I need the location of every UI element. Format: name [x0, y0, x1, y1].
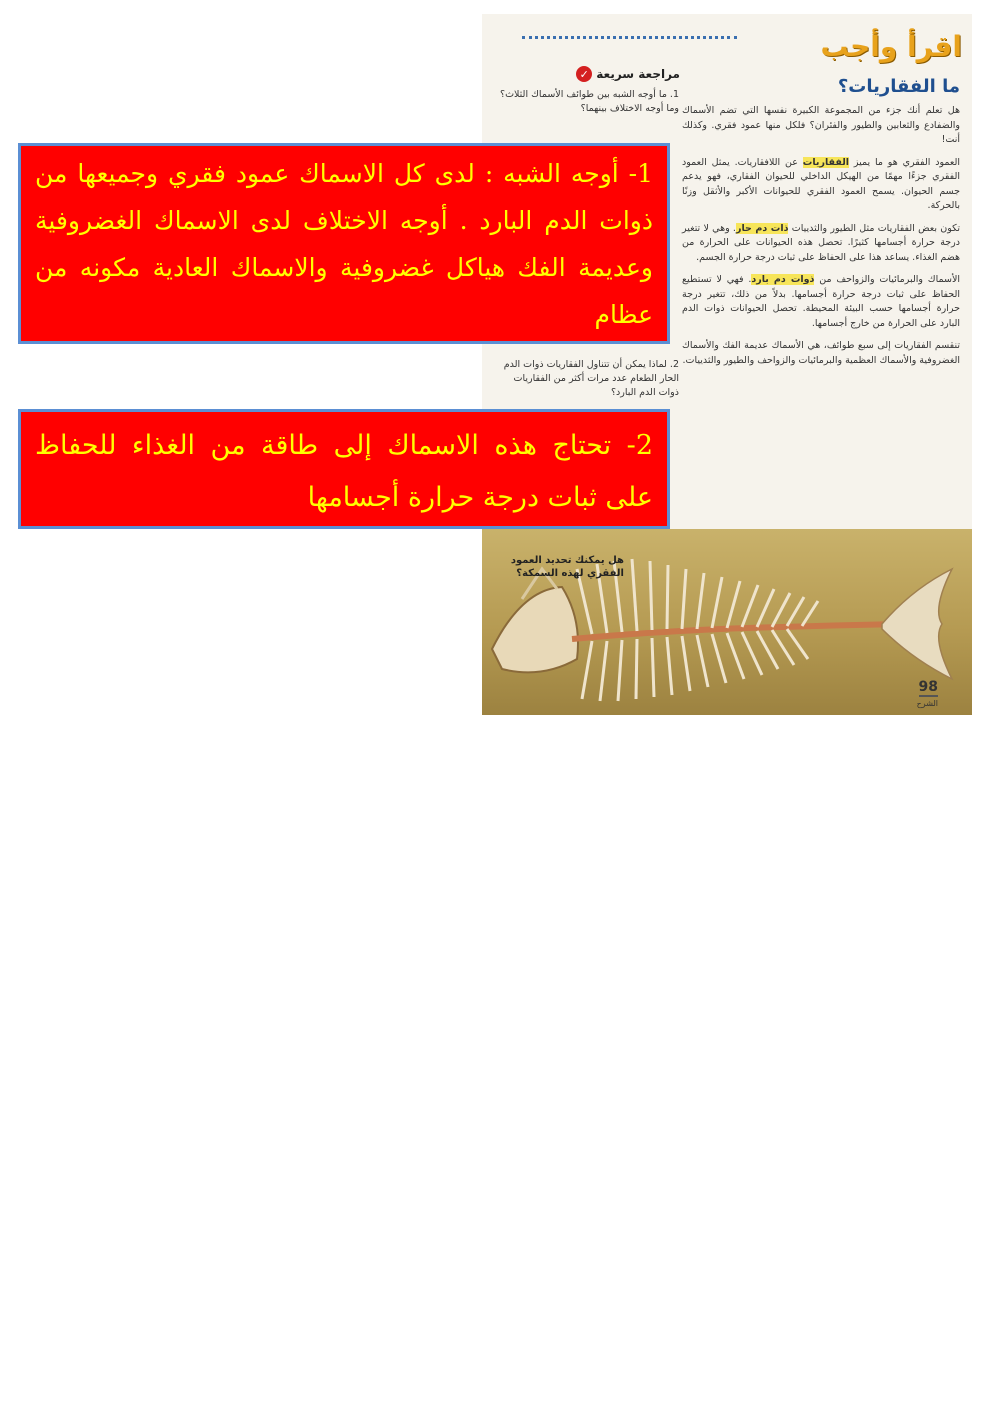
paragraph-2-pre: العمود الفقري هو ما يميز — [853, 156, 960, 168]
section-heading: اقرأ وأجب — [820, 30, 962, 63]
answer-box-1: 1- أوجه الشبه : لدى كل الاسماك عمود فقري وجميعها من ذوات الدم البارد . أوجه الاختلاف لدى الاسماك الغضروفية وعديمة الفك هياكل غضروفية والاسماك العادية مكونه من عظام — [18, 143, 670, 344]
paragraph-1: هل تعلم أنك جزء من المجموعة الكبيرة نفسها التي تضم الأسماك والضفادع والثعابين والطيور والفئران؟ فلكل منها عمود فقري. وكذلك أنت! — [682, 105, 960, 145]
fish-skeleton-photo — [482, 529, 972, 715]
quick-review-title — [570, 66, 680, 82]
paragraph-4 — [682, 273, 960, 331]
term-cold-blooded: ذوات دم بارد — [751, 274, 815, 285]
dotted-divider — [522, 36, 737, 39]
review-question-1: 1. ما أوجه الشبه بين طوائف الأسماك الثلاث؟ وما أوجه الاختلاف بينهما؟ — [500, 89, 679, 114]
paragraph-3-pre: تكون بعض الفقاريات مثل الطيور والثدييات — [791, 222, 961, 234]
answer-box-2: 2- تحتاج هذه الاسماك إلى طاقة من الغذاء للحفاظ على ثبات درجة حرارة أجسامها — [18, 409, 670, 529]
page-number: 98 — [918, 679, 938, 695]
body-text — [682, 104, 960, 376]
review-question-2: 2. لماذا يمكن أن تتناول الفقاريات ذوات الدم الحار الطعام عدد مرات أكثر من الفقاريات ذوات الدم البارد؟ — [503, 359, 679, 398]
page-section-label: الشرح — [916, 699, 938, 708]
paragraph-3-post: . وهي لا تتغير درجة حرارة أجسامها كثيرًا. تحصل هذه الحيوانات على الحرارة من هضم الغذاء. يساعد هذا على الحفاظ على ثبات درجة حرارة الجسم. — [682, 222, 960, 263]
quick-review-label: مراجعة سريعة — [596, 67, 680, 81]
paragraph-4-pre: الأسماك والبرمائيات والزواحف من — [819, 274, 960, 285]
check-icon: ✓ — [576, 66, 592, 82]
paragraph-3 — [682, 222, 960, 266]
paragraph-4-post: . فهي لا تستطيع الحفاظ على ثبات درجة حرارة أجسامها. بدلاً من ذلك، تتغير درجة حرارة أجسامها حسب البيئة المحيطة. تحصل الحيوانات ذوات الدم البارد على الحرارة من خارج أجسامها. — [682, 274, 960, 329]
term-vertebrates: الفقاريات — [802, 156, 850, 168]
paragraph-2-post: عن اللافقاريات. يمثل العمود الفقري جزءًا مهمًا من الهيكل الداخلي للحيوان الفقاري، فهو يدعم جسم الحيوان. يسمح العمود الفقري للحيوانات الأكبر والأثقل وزنًا بالحركة. — [682, 156, 960, 211]
photo-caption: هل يمكنك تحديد العمود الفقري لهذه السمكة؟ — [510, 555, 624, 579]
section-subheading: ما الفقاريات؟ — [837, 76, 960, 97]
paragraph-5: تنقسم الفقاريات إلى سبع طوائف، هي الأسماك عديمة الفك والأسماك الغضروفية والأسماك العظمية والبرمائيات والزواحف والطيور والثدييات. — [682, 340, 960, 366]
term-warm-blooded: ذات دم حار — [735, 222, 789, 234]
paragraph-2 — [682, 156, 960, 214]
